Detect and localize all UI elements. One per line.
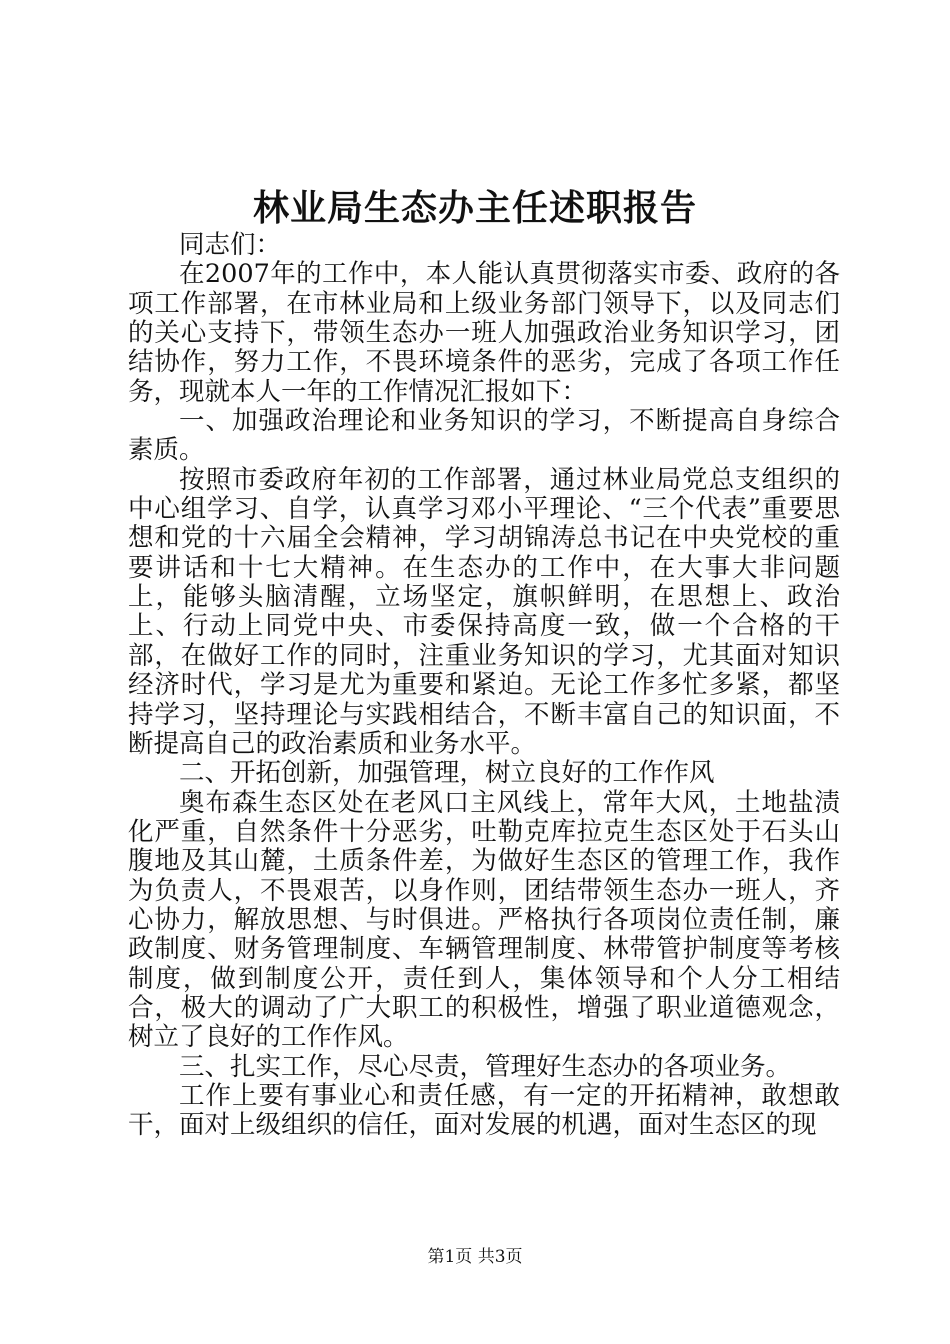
intro-paragraph: 在2007年的工作中，本人能认真贯彻落实市委、政府的各项工作部署，在市林业局和上级业务部门领导下，以及同志们的关心支持下，带领生态办一班人加强政治业务知识学习，团结协作，努力工作，不畏环境条件的恶劣，完成了各项工作任务，现就本人一年的工作情况汇报如下：	[128, 259, 840, 407]
page-number-footer: 第1页 共3页	[427, 1247, 523, 1267]
document-title: 林业局生态办主任述职报告	[252, 187, 697, 229]
section-heading-1: 一、加强政治理论和业务知识的学习，不断提高自身综合素质。	[128, 406, 840, 466]
section-paragraph-3: 工作上要有事业心和责任感，有一定的开拓精神，敢想敢干，面对上级组织的信任，面对发展的机遇，面对生态区的现	[128, 1080, 840, 1141]
section-paragraph-1: 按照市委政府年初的工作部署，通过林业局党总支组织的中心组学习、自学，认真学习邓小平理论、“三个代表”重要思想和党的十六届全会精神，学习胡锦涛总书记在中央党校的重要讲话和十七大精神。在生态办的工作中，在大事大非问题上，能够头脑清醒，立场坚定，旗帜鲜明，在思想上、政治上、行动上同党中央、市委保持高度一致，做一个合格的干部，在做好工作的同时，注重业务知识的学习，尤其面对知识经济时代，学习是尤为重要和紧迫。无论工作多忙多紧，都坚持学习，坚持理论与实践相结合，不断丰富自己的知识面，不断提高自己的政治素质和业务水平。	[128, 464, 840, 759]
section-heading-3: 三、扎实工作，尽心尽责，管理好生态办的各项业务。	[179, 1051, 792, 1082]
document-body	[128, 231, 840, 1141]
salutation: 同志们：	[179, 230, 282, 260]
section-paragraph-2: 奥布森生态区处在老风口主风线上，常年大风，土地盐渍化严重，自然条件十分恶劣，吐勒克库拉克生态区处于石头山腹地及其山麓，土质条件差，为做好生态区的管理工作，我作为负责人，不畏艰苦，以身作则，团结带领生态办一班人，齐心协力，解放思想、与时俱进。严格执行各项岗位责任制，廉政制度、财务管理制度、车辆管理制度、林带管护制度等考核制度，做到制度公开，责任到人，集体领导和个人分工相结合，极大的调动了广大职工的积极性，增强了职业道德观念，树立了良好的工作作风。	[128, 787, 840, 1053]
section-heading-2: 二、开拓创新，加强管理，树立良好的工作作风	[179, 758, 715, 789]
